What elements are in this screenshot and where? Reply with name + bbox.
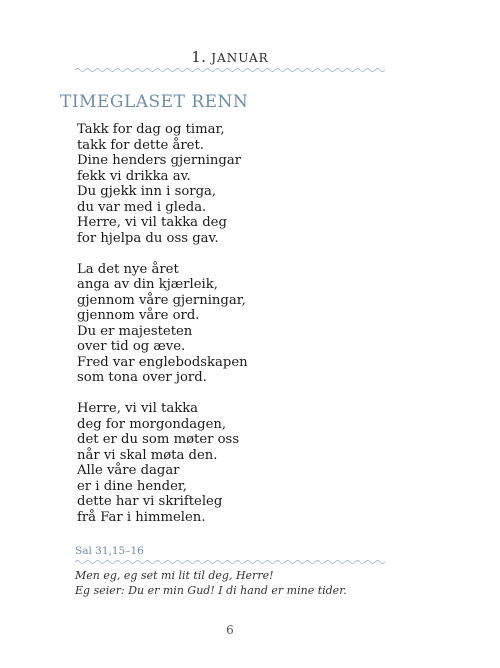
verse-line: Men eg, eg set mi lit til deg, Herre! — [75, 569, 274, 582]
poem-line: fekk vi drikka av. — [77, 168, 191, 184]
reference-wavy-divider — [75, 559, 385, 565]
poem-line: over tid og æve. — [77, 339, 186, 354]
poem-line: gjennom våre gjerningar, — [77, 292, 246, 308]
header-wavy-divider — [75, 67, 385, 73]
poem-line: Dine henders gjerningar — [77, 153, 242, 168]
poem-line: det er du som møter oss — [77, 432, 240, 447]
poem-line: Herre, vi vil takka deg — [77, 215, 227, 230]
poem-line: du var med i gleda. — [77, 199, 207, 215]
poem-line: La det nye året — [77, 261, 179, 277]
poem-line: anga av din kjærleik, — [77, 277, 218, 292]
poem-line: dette har vi skrifteleg — [77, 494, 223, 509]
poem-line: Du er majesteten — [77, 323, 193, 339]
page-number: 6 — [226, 623, 234, 637]
poem-line: Herre, vi vil takka — [77, 401, 199, 416]
scripture-reference: Sal 31,15–16 — [75, 545, 144, 557]
poem-line: Takk for dag og timar, — [77, 122, 225, 137]
poem-line: frå Far i himmelen. — [77, 509, 206, 525]
poem-line: når vi skal møta den. — [77, 447, 218, 463]
header-month: JANUAR — [211, 51, 269, 65]
poem-line: for hjelpa du oss gav. — [77, 230, 219, 246]
scripture-verse — [75, 568, 395, 598]
poem-stanza-3 — [77, 401, 397, 525]
poem-line: Alle våre dagar — [77, 463, 180, 478]
poem-stanza-1 — [77, 122, 397, 246]
poem-line: som tona over jord. — [77, 370, 207, 385]
header-day: 1. — [191, 48, 207, 66]
poem-line: er i dine hender, — [77, 478, 187, 494]
page-header-date — [75, 48, 385, 66]
poem-stanza-2 — [77, 262, 397, 386]
poem-line: Du gjekk inn i sorga, — [77, 184, 217, 199]
poem-line: gjennom våre ord. — [77, 308, 200, 323]
poem-title: TIMEGLASET RENN — [60, 92, 249, 112]
poem-line: takk for dette året. — [77, 137, 204, 153]
poem-line: Fred var englebodskapen — [77, 354, 248, 370]
poem-line: deg for morgondagen, — [77, 416, 227, 432]
poem-body — [77, 122, 397, 541]
verse-line: Eg seier: Du er min Gud! I di hand er mine tider. — [75, 584, 347, 597]
